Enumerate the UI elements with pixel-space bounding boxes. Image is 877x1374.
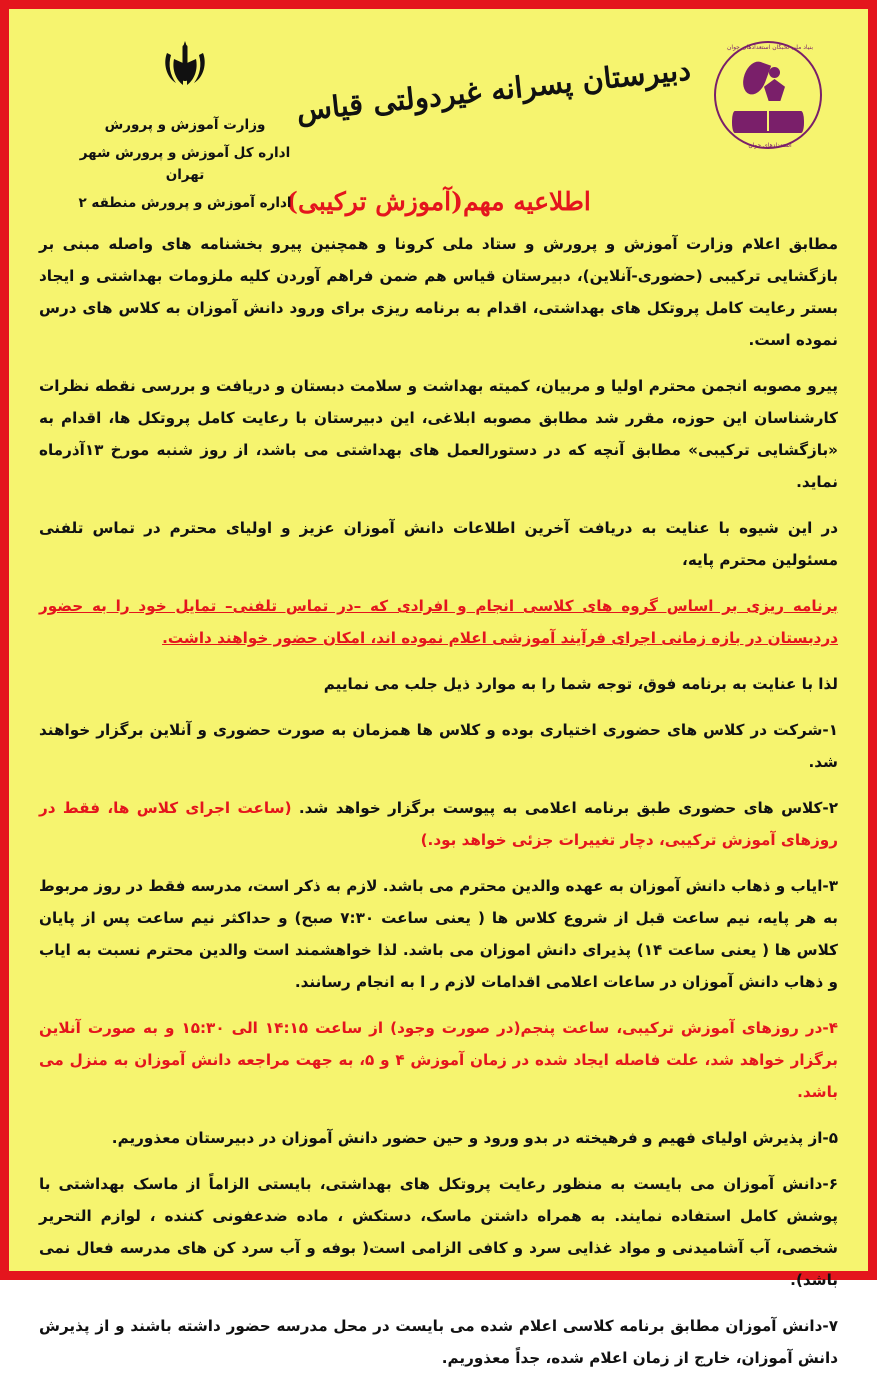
list-item-3: ۳-ایاب و ذهاب دانش آموزان به عهده والدین محترم می باشد. لازم به ذکر است، مدرسه فقط در روز مربوط به هر پایه، نیم ساعت قبل از شروع کلاس ها ( یعنی ساعت ۷:۳۰ صبح) و حداکثر نیم ساعت پس از پایان کلاس ها ( یعنی ساعت ۱۴) پذیرای دانش اموزان می باشد. لذا خواهشمند است والدین محترم نسبت به ایاب و ذهاب دانش آموزان در ساعات اعلامی اقدامات لازم ر ا به انجام رسانند.	[39, 877, 838, 991]
list-item-1: ۱-شرکت در کلاس های حضوری اختیاری بوده و کلاس ها همزمان به صورت حضوری و آنلاین برگزار خواهند شد.	[39, 721, 838, 771]
page-content	[9, 19, 868, 1367]
paragraph-3: در این شیوه با عنایت به دریافت آخرین اطلاعات دانش آموزان عزیز و اولیای محترم در تماس تلفنی مسئولین محترم پایه،	[39, 519, 838, 569]
page-title: اطلاعیه مهم(آموزش ترکیبی)	[286, 187, 591, 216]
paragraph-2: پیرو مصوبه انجمن محترم اولیا و مربیان، کمیته بهداشت و سلامت دبستان و دریافت و بررسی نقطه نظرات کارشناسان این حوزه، مقرر شد مطابق مصوبه ابلاغی، این دبیرستان با رعایت کامل پروتکل ها، اقدام به «بازگشایی ترکیبی» مطابق آنچه که در دستورالعمل های بهداشتی می باشد، از روز شنبه مورخ ۱۳آذرماه نماید.	[39, 377, 838, 491]
list-item-2-black: ۲-کلاس های حضوری طبق برنامه اعلامی به پیوست برگزار خواهد شد.	[298, 799, 838, 817]
list-item-5: ۵-از پذیرش اولیای فهیم و فرهیخته در بدو ورود و حین حضور دانش آموزان در دبیرستان معذوریم.	[111, 1129, 838, 1147]
ministry-line-2: اداره کل آموزش و پرورش شهر تهران	[79, 145, 291, 183]
logo-ring-top-text: بنیاد ملی نخبگان استعدادهای جوان	[727, 44, 813, 51]
ministry-line-3: اداره آموزش و پرورش منطقه ۲	[78, 195, 292, 211]
logo-figure-shape	[762, 67, 788, 103]
list-item-6: ۶-دانش آموزان می بایست به منظور رعایت پروتکل های بهداشتی، بایستی الزاماً از ماسک بهداشتی با پوشش کامل استفاده نمایند. به همراه داشتن ماسک، دستکش ، ماده ضدعفونی کننده ، لوازم التحریر شخصی، آب آشامیدنی و مواد غذایی سرد و کافی الزامی است( بوفه و آب سرد کن های مدرسه فعال نمی باشد).	[39, 1175, 838, 1289]
logo-figure-head	[769, 67, 780, 78]
paragraph-1: مطابق اعلام وزارت آموزش و پرورش و ستاد ملی کرونا و همچنین پیرو بخشنامه های واصله مبنی بر بازگشایی ترکیبی (حضوری-آنلاین)، دبیرستان قیاس هم ضمن فراهم آوردن کلیه ملزومات بهداشتی و ایجاد بستر رعایت کامل پروتکل های بهداشتی، اقدام به برنامه ریزی برای ورود دانش آموزان به کلاس های درس نموده است.	[39, 235, 838, 349]
announcement-body	[39, 228, 838, 1374]
paragraph-4-highlight: برنامه ریزی بر اساس گروه های کلاسی انجام و افرادی که –در تماس تلفنی– تمایل خود را به حضور دردبستان در بازه زمانی اجرای فرآیند آموزشی اعلام نموده اند، امکان حضور خواهند داشت.	[39, 597, 838, 647]
list-item-4: ۴-در روزهای آموزش ترکیبی، ساعت پنجم(در صورت وجود) از ساعت ۱۴:۱۵ الی ۱۵:۳۰ و به صورت آنلاین برگزار خواهد شد، علت فاصله ایجاد شده در زمان آموزش ۴ و ۵، به جهت مراجعه دانش آموزان به منزل می باشد.	[39, 1019, 838, 1101]
school-logo	[714, 41, 826, 153]
paragraph-5: لذا با عنایت به برنامه فوق، توجه شما را به موارد ذیل جلب می نماییم	[323, 675, 838, 693]
school-name-title: دبیرستان پسرانه غیردولتی قیاس	[294, 52, 693, 128]
logo-figure-body	[764, 79, 785, 101]
logo-ring-bottom-text: استعدادهای جوان	[748, 142, 792, 149]
iran-emblem-icon	[75, 39, 295, 108]
list-item-7: ۷-دانش آموزان مطابق برنامه کلاسی اعلام شده می بایست در محل مدرسه حضور داشته باشند و از پذیرش دانش آموزان، خارج از زمان اعلام شده، جداً معذوریم.	[39, 1317, 838, 1367]
list-item-2-red: (ساعت اجرای کلاس ها، فقط در روزهای آموزش ترکیبی، دچار تغییرات جزئی خواهد بود.)	[39, 799, 838, 849]
logo-book-shape	[732, 111, 804, 133]
ministry-line-1: وزارت آموزش و پرورش	[104, 117, 266, 133]
list-item-2	[39, 792, 838, 856]
ministry-block	[75, 39, 295, 214]
